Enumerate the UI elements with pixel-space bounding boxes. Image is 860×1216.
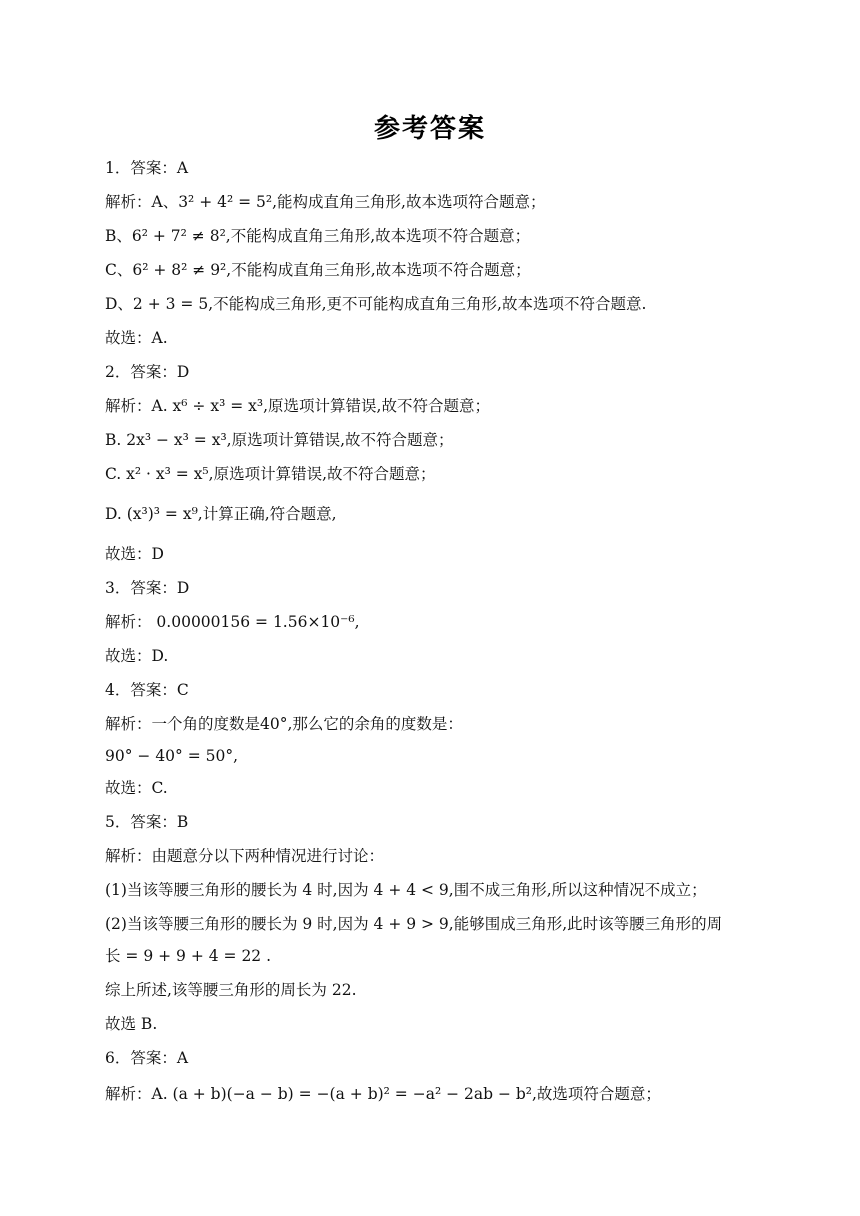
answer-3-heading: 3．答案：D: [105, 579, 190, 597]
answer-5-explanation-intro: 解析：由题意分以下两种情况进行讨论：: [105, 847, 385, 865]
answer-2-heading: 2．答案：D: [105, 363, 190, 381]
answer-1-explanation-c: C、6² + 8² ≠ 9²,不能构成直角三角形,故本选项不符合题意；: [105, 261, 531, 279]
answer-2-conclusion: 故选：D: [105, 545, 164, 563]
answer-1-explanation-b: B、6² + 7² ≠ 8²,不能构成直角三角形,故本选项不符合题意；: [105, 227, 531, 245]
answer-2-explanation-d: D. (x³)³ = x⁹,计算正确,符合题意,: [105, 505, 337, 523]
answer-2-explanation-b: B. 2x³ − x³ = x³,原选项计算错误,故不符合题意；: [105, 431, 454, 449]
answer-4-explanation: 解析：一个角的度数是40°,那么它的余角的度数是：: [105, 715, 463, 733]
answer-5-case-1: (1)当该等腰三角形的腰长为 4 时,因为 4 + 4 < 9,围不成三角形,所以这种情况不成立；: [105, 881, 707, 899]
answer-5-conclusion: 故选 B.: [105, 1015, 158, 1033]
answer-4-conclusion: 故选：C.: [105, 779, 168, 797]
answer-4-heading: 4．答案：C: [105, 681, 189, 699]
page-title: 参考答案: [373, 114, 486, 144]
answer-5-summary: 综上所述,该等腰三角形的周长为 22.: [105, 981, 357, 999]
answer-5-heading: 5．答案：B: [105, 813, 189, 831]
answer-3-explanation: 解析： 0.00000156 = 1.56×10⁻⁶,: [105, 613, 360, 631]
answer-5-case-2: (2)当该等腰三角形的腰长为 9 时,因为 4 + 9 > 9,能够围成三角形,此时该等腰三角形的周: [105, 915, 723, 933]
answer-1-explanation-a: 解析：A、3² + 4² = 5²,能构成直角三角形,故本选项符合题意；: [105, 193, 546, 211]
answer-3-conclusion: 故选：D.: [105, 647, 169, 665]
answer-5-case-2-cont: 长 = 9 + 9 + 4 = 22 .: [105, 947, 272, 965]
answer-4-calculation: 90° − 40° = 50°,: [105, 747, 239, 765]
answer-2-explanation-a: 解析：A. x⁶ ÷ x³ = x³,原选项计算错误,故不符合题意；: [105, 397, 490, 415]
answer-1-conclusion: 故选：A.: [105, 329, 168, 347]
answer-1-heading: 1．答案：A: [105, 159, 189, 177]
answer-6-explanation-a: 解析：A. (a + b)(−a − b) = −(a + b)² = −a² − 2ab − b²,故选项符合题意；: [105, 1085, 661, 1103]
answer-6-heading: 6．答案：A: [105, 1049, 189, 1067]
answer-1-explanation-d: D、2 + 3 = 5,不能构成三角形,更不可能构成直角三角形,故本选项不符合题意.: [105, 295, 647, 313]
answer-2-explanation-c: C. x² · x³ = x⁵,原选项计算错误,故不符合题意；: [105, 465, 436, 483]
